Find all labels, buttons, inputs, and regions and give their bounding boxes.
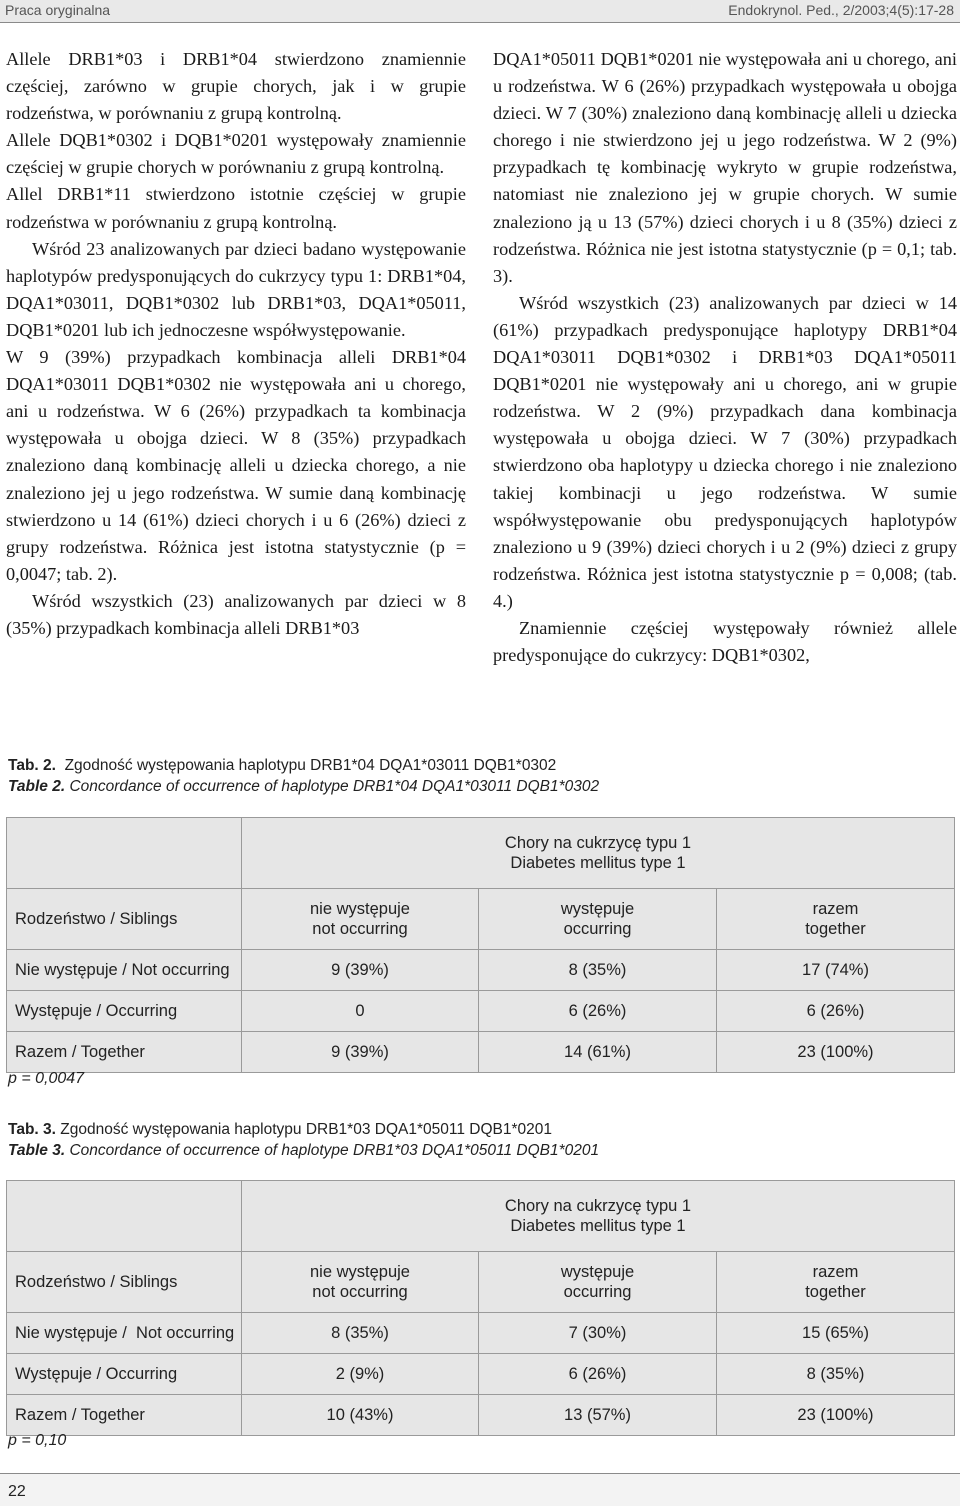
table-corner xyxy=(7,818,242,889)
section-label: Praca oryginalna xyxy=(5,2,111,18)
table-cell: 10 (43%) xyxy=(242,1395,479,1436)
table2-title-pl: Zgodność występowania haplotypu DRB1*04 DQA1*03011 DQB1*0302 xyxy=(64,757,557,774)
table-row-header: Rodzeństwo / Siblings xyxy=(7,1252,242,1313)
table-group-header: Chory na cukrzycę typu 1 Diabetes mellitus type 1 xyxy=(242,1181,955,1252)
paragraph: Allele DQB1*0302 i DQB1*0201 występowały znamiennie częściej w grupie chorych w porównaniu z grupą kontrolną. xyxy=(6,130,466,178)
table-row xyxy=(7,991,955,1032)
table2-label-en: Table 2. xyxy=(8,778,66,795)
paragraph: Allele DRB1*03 i DRB1*04 stwierdzono znamiennie częściej, zarówno w grupie chorych, jak i w grupie rodzeństwa, w porównaniu z grupą kontrolną. xyxy=(6,49,466,124)
paragraph: Allel DRB1*11 stwierdzono istotnie częściej w grupie rodzeństwa w porównaniu z grupą kontrolną. xyxy=(6,184,466,232)
table2-p-value: p = 0,0047 xyxy=(8,1070,85,1087)
table-cell: 0 xyxy=(242,991,479,1032)
table-row-header: Rodzeństwo / Siblings xyxy=(7,889,242,950)
table-cell: Razem / Together xyxy=(7,1395,242,1436)
paragraph: Znamiennie częściej występowały również allele predysponujące do cukrzycy: DQB1*0302, xyxy=(493,617,957,666)
left-text-column xyxy=(6,46,466,642)
paragraph: Wśród 23 analizowanych par dzieci badano występowanie haplotypów predysponujących do cukrzycy typu 1: DRB1*04, DQA1*03011, DQB1*0302 lub DRB1*03, DQA1*05011, DQB1*0201 lub ich jednoczesne współwystępowanie. xyxy=(6,238,466,340)
table3-title-pl: Zgodność występowania haplotypu DRB1*03 DQA1*05011 DQB1*0201 xyxy=(60,1121,552,1138)
table-row xyxy=(7,1395,955,1436)
right-text-column xyxy=(493,46,957,669)
table-cell: 15 (65%) xyxy=(717,1313,955,1354)
paragraph: Wśród wszystkich (23) analizowanych par dzieci w 14 (61%) przypadkach predysponujące haplotypy DRB1*04 DQA1*03011 DQB1*0302 i DRB1*03 DQA1*05011 DQB1*0201 nie występowały ani u chorego, ani w grupie rodzeństwa. W 2 (9%) przypadkach dana kombinacja występowała u obojga dzieci. W 7 (30%) przypadkach stwierdzono oba haplotypy u dziecka chorego i nie znaleziono takiej kombinacji u jego rodzeństwa. W sumie współwystępowanie obu predysponujących haplotypów znaleziono u 9 (39%) dzieci chorych i u 2 (9%) dzieci z grupy rodzeństwa. Różnica jest istotna statystycznie p = 0,008; (tab. 4.) xyxy=(493,292,957,611)
table-col-header: występuje occurring xyxy=(479,889,717,950)
table3-label-pl: Tab. 3. xyxy=(8,1121,56,1138)
table-cell: 8 (35%) xyxy=(717,1354,955,1395)
page-number: 22 xyxy=(8,1483,26,1500)
table3-caption xyxy=(8,1119,599,1161)
table-cell: Nie występuje / Not occurring xyxy=(7,950,242,991)
paragraph: Wśród wszystkich (23) analizowanych par dzieci w 8 (35%) przypadkach kombinacja alleli DRB1*03 xyxy=(6,590,466,638)
table-cell: 9 (39%) xyxy=(242,1032,479,1073)
table2-caption xyxy=(8,755,599,797)
table2-title-en: Concordance of occurrence of haplotype DRB1*04 DQA1*03011 DQB1*0302 xyxy=(69,778,600,795)
table2 xyxy=(6,817,955,1073)
table-col-header: razem together xyxy=(717,889,955,950)
table-cell: 14 (61%) xyxy=(479,1032,717,1073)
table-row xyxy=(7,1354,955,1395)
table-col-header: nie występuje not occurring xyxy=(242,889,479,950)
journal-citation: Endokrynol. Ped., 2/2003;4(5):17-28 xyxy=(728,2,954,18)
table-col-header: razem together xyxy=(717,1252,955,1313)
table-cell: 23 (100%) xyxy=(717,1032,955,1073)
table2-label-pl: Tab. 2. xyxy=(8,757,56,774)
table-cell: 6 (26%) xyxy=(479,991,717,1032)
paragraph: W 9 (39%) przypadkach kombinacja alleli DRB1*04 DQA1*03011 DQB1*0302 nie występowała ani u chorego, ani u rodzeństwa. W 6 (26%) przypadkach ta kombinacja występowała u obojga dzieci. W 8 (35%) przypadkach znaleziono daną kombinację alleli u dziecka chorego, a nie znaleziono jej u jego rodzeństwa. W sumie daną kombinację stwierdzono u 14 (61%) dzieci chorych i u 6 (26%) dzieci z grupy rodzeństwa. Różnica jest istotna statystycznie (p = 0,0047; tab. 2). xyxy=(6,347,466,584)
table-cell: 9 (39%) xyxy=(242,950,479,991)
table3-p-value: p = 0,10 xyxy=(8,1432,67,1449)
table-cell: 13 (57%) xyxy=(479,1395,717,1436)
table3-label-en: Table 3. xyxy=(8,1142,66,1159)
table-row xyxy=(7,1032,955,1073)
paragraph: DQA1*05011 DQB1*0201 nie występowała ani u chorego, ani u rodzeństwa. W 6 (26%) przypadkach występowała u obojga dzieci. W 7 (30%) znaleziono daną kombinację alleli u dziecka chorego i nie stwierdzono jej u jego rodzeństwa. W 2 (9%) przypadkach tę kombinację wykryto w grupie rodzeństwa, natomiast nie znaleziono jej w grupie chorych. W sumie znaleziono ją u 13 (57%) dzieci chorych i u 8 (35%) dzieci z rodzeństwa. Różnica nie jest istotna statystycznie (p = 0,1; tab. 3). xyxy=(493,49,957,286)
table-group-header: Chory na cukrzycę typu 1 Diabetes mellitus type 1 xyxy=(242,818,955,889)
table-cell: 23 (100%) xyxy=(717,1395,955,1436)
table-cell: 8 (35%) xyxy=(479,950,717,991)
table-cell: Razem / Together xyxy=(7,1032,242,1073)
table-col-header: nie występuje not occurring xyxy=(242,1252,479,1313)
table-col-header: występuje occurring xyxy=(479,1252,717,1313)
table-row xyxy=(7,950,955,991)
page-footer xyxy=(0,1473,960,1506)
table-cell: Występuje / Occurring xyxy=(7,991,242,1032)
table-cell: Nie występuje / Not occurring xyxy=(7,1313,242,1354)
table-cell: 17 (74%) xyxy=(717,950,955,991)
table-cell: 7 (30%) xyxy=(479,1313,717,1354)
table3-title-en: Concordance of occurrence of haplotype DRB1*03 DQA1*05011 DQB1*0201 xyxy=(69,1142,600,1159)
table-cell: 6 (26%) xyxy=(717,991,955,1032)
table-cell: 6 (26%) xyxy=(479,1354,717,1395)
table-cell: 8 (35%) xyxy=(242,1313,479,1354)
table3 xyxy=(6,1180,955,1436)
table-corner xyxy=(7,1181,242,1252)
table-cell: Występuje / Occurring xyxy=(7,1354,242,1395)
table-cell: 2 (9%) xyxy=(242,1354,479,1395)
table-row xyxy=(7,1313,955,1354)
running-header xyxy=(0,0,960,23)
